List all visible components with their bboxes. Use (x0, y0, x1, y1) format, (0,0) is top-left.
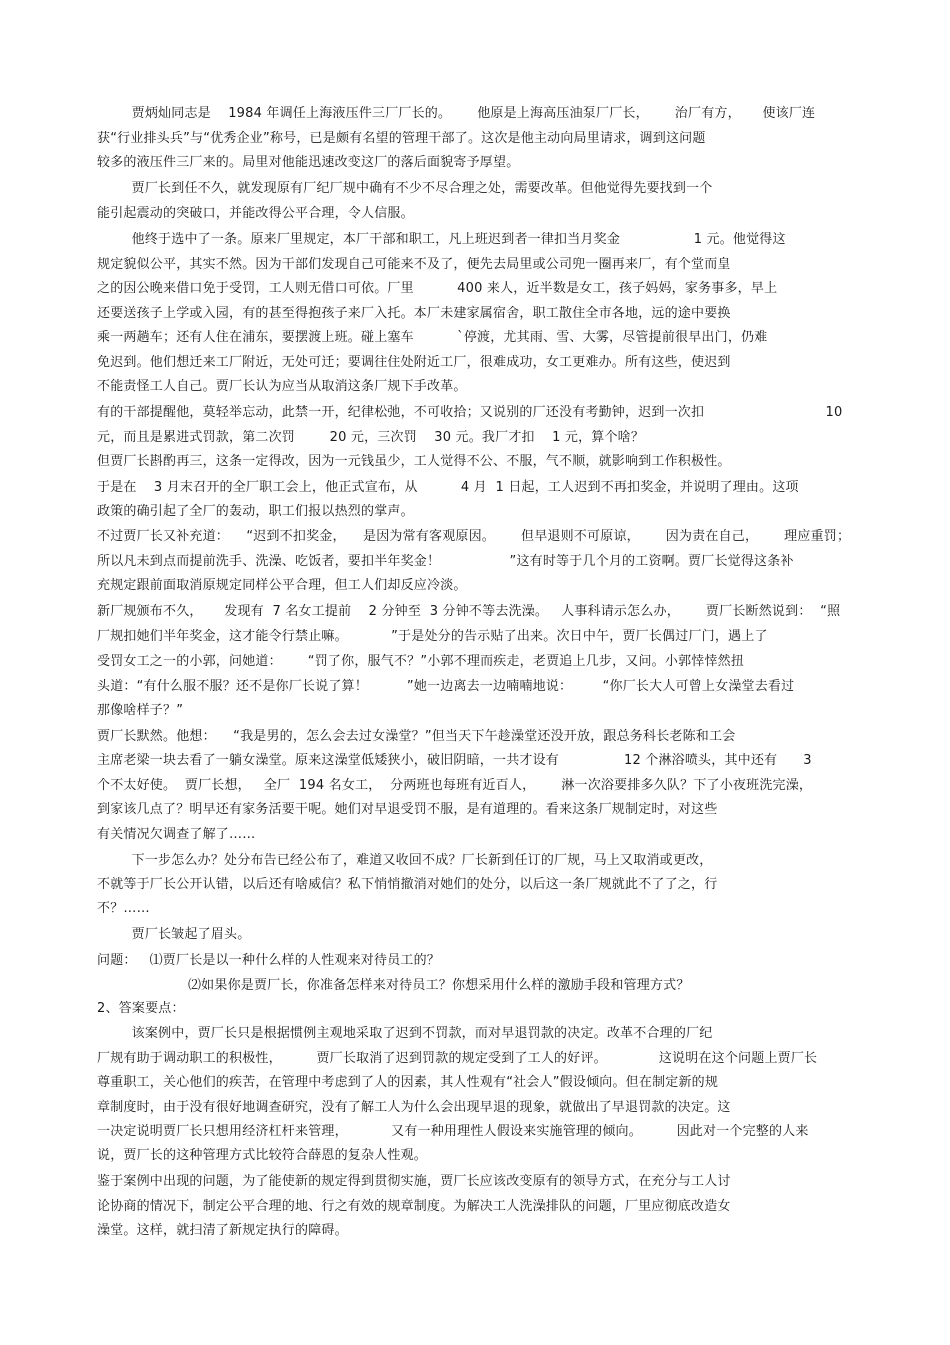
text-line: 问题： ⑴贾厂长是以一种什么样的人性观来对待员工的？ (97, 953, 440, 968)
text-line: 不过贾厂长又补充道： “迟到不扣奖金， 是因为常有客观原因。 但早退则不可原谅， 因为责在自己， 理应重罚； (97, 529, 851, 544)
text-line: 新厂规颁布不久， 发现有 7 名女工提前 2 分钟至 3 分钟不等去洗澡。 人事科请示怎么办， 贾厂长断然说到： “照 (97, 604, 841, 619)
text-line: 有关情况欠调查了解了…… (97, 827, 256, 842)
text-line: 免迟到。他们想迁来工厂附近，无处可迁；要调往住处附近工厂，很难成功，女工更难办。所有这些，使迟到 (97, 355, 731, 370)
text-line: 头道：“有什么服不服？还不是你厂长说了算！ ”她一边离去一边喃喃地说： “你厂长大人可曾上女澡堂去看过 (97, 679, 795, 694)
text-line: 厂规扣她们半年奖金，这才能令行禁止嘛。 ”于是处分的告示贴了出来。次日中午，贾厂长偶过厂门，遇上了 (97, 629, 768, 644)
text-line: 有的干部提醒他，莫轻举忘动，此禁一开，纪律松弛，不可收拾；又说别的厂还没有考勤钟，迟到一次扣 10 (97, 405, 843, 420)
text-line: 获“行业排头兵”与“优秀企业”称号，已是颇有名望的管理干部了。这次是他主动向局里请求，调到这问题 (97, 131, 706, 146)
text-line: 较多的液压件三厂来的。局里对他能迅速改变这厂的落后面貌寄予厚望。 (97, 155, 520, 170)
text-line: 贾厂长皱起了眉头。 (97, 927, 251, 942)
text-line: 他终于选中了一条。原来厂里规定，本厂干部和职工，凡上班迟到者一律扣当月奖金 1 元。他觉得这 (97, 232, 786, 247)
text-line: 澡堂。这样，就扫清了新规定执行的障碍。 (97, 1223, 348, 1238)
text-line: 不就等于厂长公开认错，以后还有啥威信？私下悄悄撤消对她们的处分，以后这一条厂规就此不了了之，行 (97, 877, 718, 892)
text-line: 受罚女工之一的小郭，问她道： “罚了你，服气不？”小郭不理而疾走，老贾追上几步，又问。小郭悻悻然扭 (97, 654, 745, 669)
text-line: 贾厂长到任不久，就发现原有厂纪厂规中确有不少不尽合理之处，需要改革。但他觉得先要找到一个 (97, 181, 713, 196)
text-line: 尊重职工，关心他们的疾苦，在管理中考虑到了人的因素，其人性观有“社会人”假设倾向。但在制定新的规 (97, 1075, 719, 1090)
text-line: 但贾厂长斟酌再三，这条一定得改，因为一元钱虽少，工人觉得不公、不服，气不顺，就影响到工作积极性。 (97, 454, 731, 469)
text-line: 乘一两趟车；还有人住在浦东，要摆渡上班。碰上塞车 `停渡，尤其雨、雪、大雾，尽管提前很早出门，仍难 (97, 330, 768, 345)
text-line: 能引起震动的突破口，并能改得公平合理，令人信服。 (97, 206, 414, 221)
text-line: 章制度时，由于没有很好地调查研究，没有了解工人为什么会出现早退的现象，就做出了早退罚款的决定。这 (97, 1100, 731, 1115)
text-line: ⑵如果你是贾厂长，你准备怎样来对待员工？你想采用什么样的激励手段和管理方式？ (97, 978, 690, 993)
text-line: 之的因公晚来借口免于受罚，工人则无借口可依。厂里 400 来人，近半数是女工，孩子妈妈，家务事多，早上 (97, 281, 778, 296)
text-line: 鉴于案例中出现的问题，为了能使新的规定得到贯彻实施，贾厂长应该改变原有的领导方式，在充分与工人讨 (97, 1174, 731, 1189)
text-line: 不能责怪工人自己。贾厂长认为应当从取消这条厂规下手改革。 (97, 379, 467, 394)
text-line: 贾厂长默然。他想： “我是男的，怎么会去过女澡堂？”但当天下午趁澡堂还没开放，跟总务科长老陈和工会 (97, 729, 736, 744)
text-line: 还要送孩子上学或入园，有的甚至得抱孩子来厂入托。本厂未建家属宿舍，职工散住全市各地，远的途中要换 (97, 306, 731, 321)
text-line: 于是在 3 月末召开的全厂职工会上，他正式宣布，从 4 月 1 日起，工人迟到不再扣奖金，并说明了理由。这项 (97, 480, 799, 495)
text-line: 那像啥样子？” (97, 703, 184, 718)
text-line: 下一步怎么办？处分布告已经公布了，难道又收回不成？厂长新到任订的厂规，马上又取消或更改， (97, 853, 713, 868)
text-line: 政策的确引起了全厂的轰动，职工们报以热烈的掌声。 (97, 504, 414, 519)
text-line: 主席老梁一块去看了一躺女澡堂。原来这澡堂低矮狭小，破旧阴暗，一共才设有 12 个淋浴喷头，其中还有 3 (97, 753, 812, 768)
text-line: 说，贾厂长的这种管理方式比较符合薛恩的复杂人性观。 (97, 1148, 428, 1163)
text-line: 2、答案要点： (97, 1001, 185, 1016)
text-line: 元，而且是累进式罚款，第二次罚 20 元，三次罚 30 元。我厂才扣 1 元，算个啥？ (97, 430, 645, 445)
text-line: 一决定说明贾厂长只想用经济杠杆来管理， 又有一种用理性人假设来实施管理的倾向。 因此对一个完整的人来 (97, 1124, 809, 1139)
text-line: 所以凡未到点而提前洗手、洗澡、吃饭者，要扣半年奖金！ ”这有时等于几个月的工资啊。贾厂长觉得这条补 (97, 554, 794, 569)
text-line: 规定貌似公平，其实不然。因为干部们发现自己可能来不及了，便先去局里或公司兜一圈再来厂，有个堂而皇 (97, 257, 731, 272)
text-line: 到家该几点了？明早还有家务活要干呢。她们对早退受罚不服，是有道理的。看来这条厂规制定时，对这些 (97, 802, 718, 817)
text-line: 个不太好使。 贾厂长想， 全厂 194 名女工， 分两班也每班有近百人， 淋一次浴要排多久队？下了小夜班洗完澡， (97, 778, 813, 793)
text-line: 论协商的情况下，制定公平合理的地、行之有效的规章制度。为解决工人洗澡排队的问题，厂里应彻底改造女 (97, 1199, 731, 1214)
text-line: 不？…… (97, 901, 150, 916)
text-line: 贾炳灿同志是 1984 年调任上海液压件三厂厂长的。 他原是上海高压油泵厂厂长， 治厂有方， 使该厂连 (97, 106, 816, 121)
text-line: 充规定跟前面取消原规定同样公平合理，但工人们却反应冷淡。 (97, 578, 467, 593)
text-line: 厂规有助于调动职工的积极性， 贾厂长取消了迟到罚款的规定受到了工人的好评。 这说明在这个问题上贾厂长 (97, 1051, 818, 1066)
text-line: 该案例中，贾厂长只是根据惯例主观地采取了迟到不罚款，而对早退罚款的决定。改革不合理的厂纪 (97, 1026, 713, 1041)
